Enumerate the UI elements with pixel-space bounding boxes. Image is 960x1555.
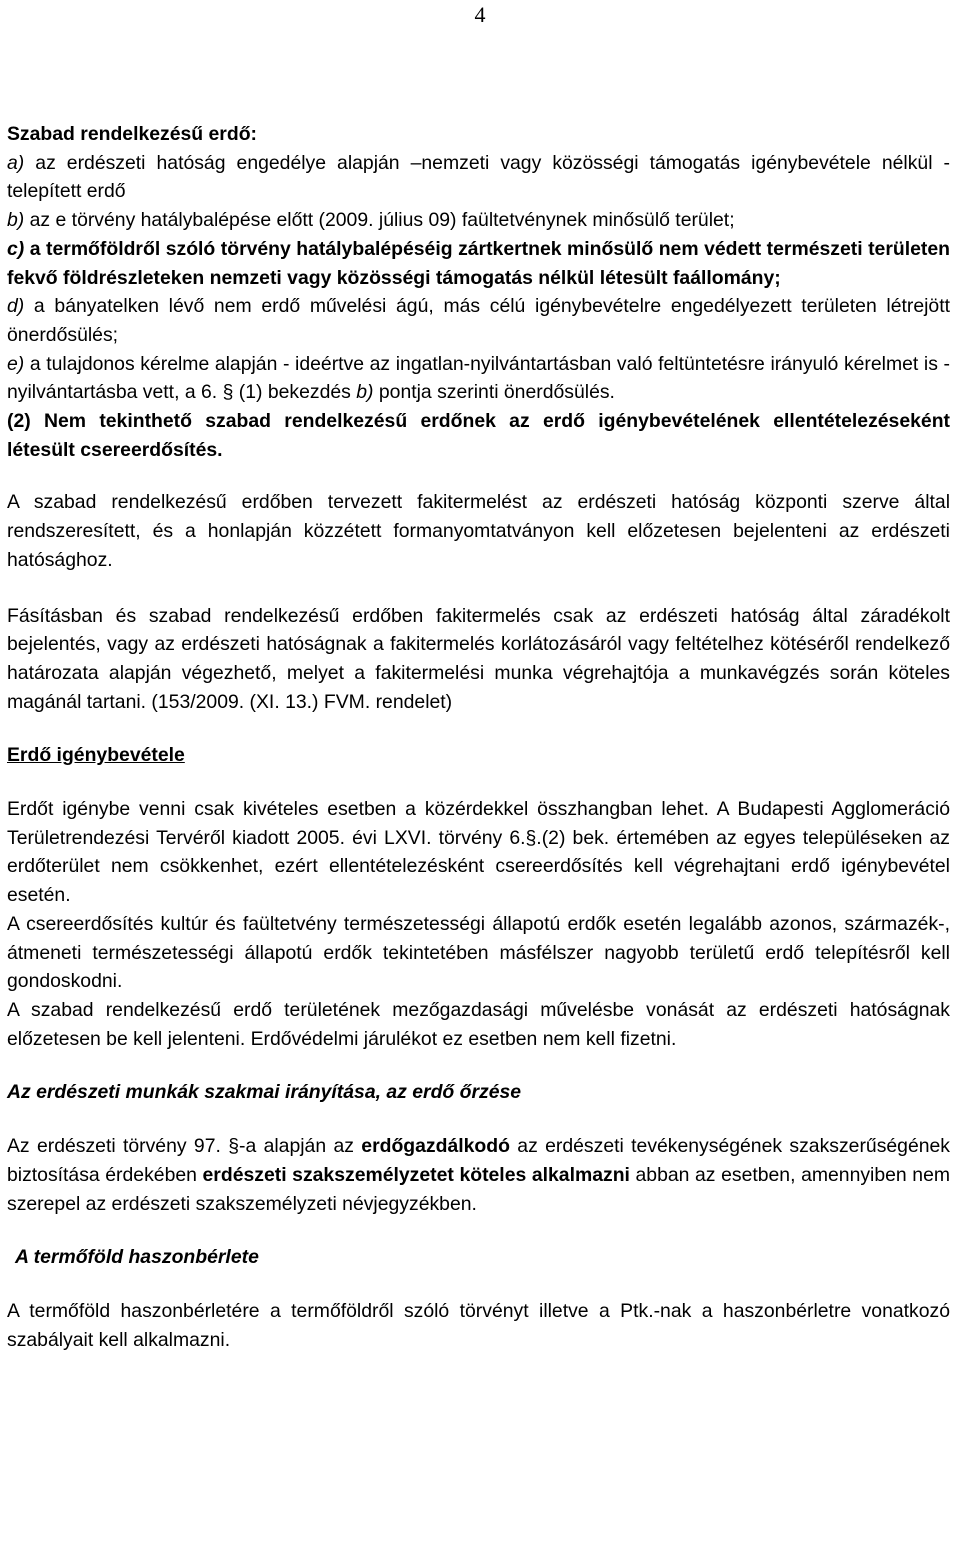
- text-part-3: abban az esetben, amennyiben nem szerepel az erdészeti szakszemélyzeti névjegyzékben.: [7, 1163, 951, 1215]
- text-part-2: az erdészeti tevékenységének szakszerűségének biztosítása érdekében: [7, 1135, 951, 1186]
- paragraph-haszonberlet: A termőföld haszonbérletére a termőföldről szóló törvényt illetve a Ptk.-nak a haszonbérletre vonatkozó szabályait kell alkalmazni.: [7, 1299, 950, 1351]
- list-item-d: [7, 292, 950, 349]
- paragraph-szakszemelyzet: [7, 1132, 950, 1218]
- list-item-e: [7, 350, 950, 407]
- list-text-d: a bányatelken lévő nem erdő művelési ágú, más célú igénybevételre engedélyezett területen létrejött önerdősülés;: [7, 295, 950, 346]
- text-part-1: Az erdészeti törvény 97. §-a alapján az: [7, 1135, 362, 1158]
- text-bold-erdogazdalkodo: erdőgazdálkodó: [361, 1135, 510, 1158]
- paragraph-igenybevetel-3: A szabad rendelkezésű erdő területének mezőgazdasági művelésbe vonását az erdészeti hatóságnak előzetesen be kell jelenteni. Erdővédelmi járulékot ez esetben nem kell fizetni.: [7, 998, 950, 1050]
- text-bold-szakszemelyzet: erdészeti szakszemélyzetet köteles alkalmazni: [202, 1163, 630, 1186]
- document-body: [7, 120, 950, 1354]
- list-item-c: [7, 235, 950, 292]
- list-text-c: a termőföldről szóló törvény hatálybalépéséig zártkertnek minősülő nem védett természeti területen fekvő földrészleteken nemzeti vagy közösségi támogatás nélkül létesült faállomány;: [7, 237, 950, 289]
- list-ref-b: b): [356, 381, 374, 404]
- list-marker-b: b): [7, 209, 25, 232]
- section-title-szabad-rendelkezesu-erdo: Szabad rendelkezésű erdő:: [7, 123, 258, 145]
- paragraph-2-csereerdosites: (2) Nem tekinthető szabad rendelkezésű erdőnek az erdő igénybevételének ellentételezéseként létesült csereerdősítés.: [7, 410, 950, 461]
- list-marker-a: a): [7, 151, 25, 174]
- list-text-e-2: pontja szerinti önerdősülés.: [373, 381, 615, 404]
- list-marker-c: c): [7, 237, 25, 260]
- list-marker-e: e): [7, 352, 25, 375]
- list-item-b: [7, 206, 950, 235]
- paragraph-fakitermeles-zaradek: Fásításban és szabad rendelkezésű erdőben fakitermelés csak az erdészeti hatóság által záradékolt bejelentés, vagy az erdészeti hatóságnak a fakitermelés korlátozásáról vagy feltételhez kötéséről rendelkező határozata alapján végezhető, melyet a fakitermelési munka végrehajtója a munkavégzés során köteles magánál tartani. (153/2009. (XI. 13.) FVM. rendelet): [7, 604, 950, 713]
- heading-termofold-haszonberlete: A termőföld haszonbérlete: [15, 1246, 259, 1269]
- heading-erdo-igenybevetele: Erdő igénybevétele: [7, 744, 185, 767]
- page-number: 4: [474, 2, 486, 27]
- paragraph-igenybevetel-1: Erdőt igénybe venni csak kivételes esetben a közérdekkel összhangban lehet. A Budapesti Agglomeráció Területrendezési Tervéről kiadott 2005. évi LXVI. törvény 6.§.(2) bek. értemében az egyes településeken az erdőterület nem csökkenhet, ezért ellentételezésként csereerdősítés kell végrehajtani erdő igénybevétel esetén.: [7, 798, 950, 907]
- list-text-a: az erdészeti hatóság engedélye alapján –nemzeti vagy közösségi támogatás igénybevétele nélkül -telepített erdő: [7, 151, 950, 203]
- list-text-e-1: a tulajdonos kérelme alapján - ideértve az ingatlan-nyilvántartásban való feltüntetésre irányuló kérelmet is - nyilvántartásba vett, a 6. § (1) bekezdés: [7, 352, 950, 404]
- paragraph-fakitermeles-bejelentes: A szabad rendelkezésű erdőben tervezett fakitermelést az erdészeti hatóság központi szerve által rendszeresített, és a honlapján közzétett formanyomtatványon kell előzetesen bejelenteni az erdészeti hatósághoz.: [7, 491, 950, 571]
- heading-szakmai-iranyitas: Az erdészeti munkák szakmai irányítása, az erdő őrzése: [7, 1081, 522, 1104]
- list-item-a: [7, 149, 950, 206]
- paragraph-igenybevetel-2: A csereerdősítés kultúr és faültetvény természetességi állapotú erdők esetén legalább azonos, származék-, átmeneti természetességi állapotú erdők tekintetében másfélszer nagyobb területű erdő telepítésről kell gondoskodni.: [7, 912, 950, 993]
- list-marker-d: d): [7, 295, 25, 318]
- list-text-b: az e törvény hatálybalépése előtt (2009. július 09) faültetvénynek minősülő terület;: [24, 209, 735, 232]
